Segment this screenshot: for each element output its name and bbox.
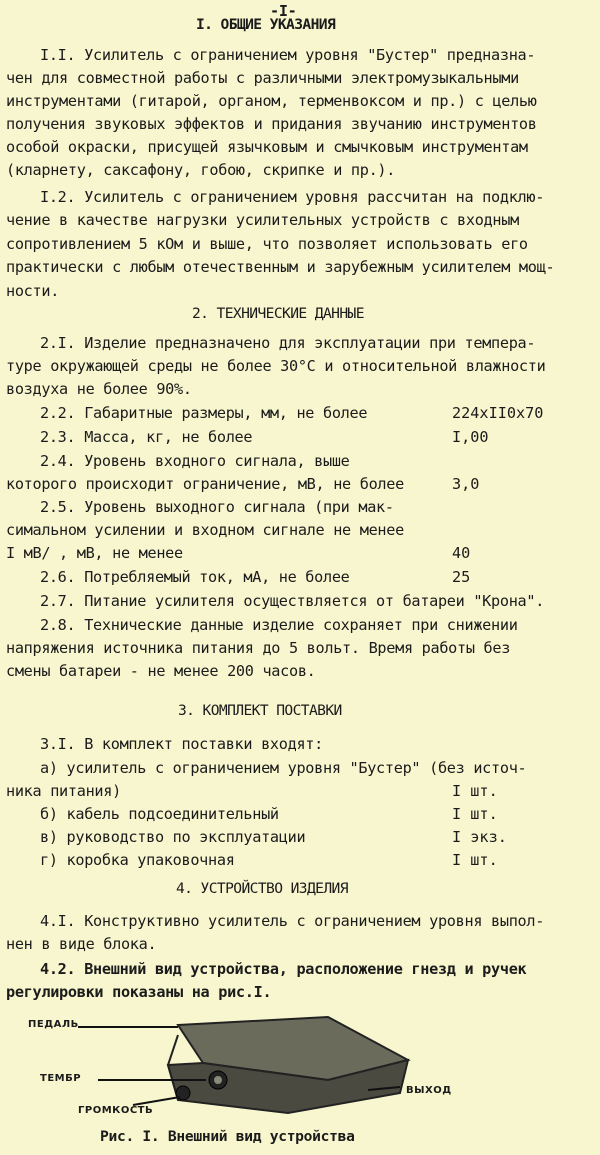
kit-qty: I экз.: [452, 828, 507, 846]
kit-qty: I шт.: [452, 805, 498, 823]
spec-row: которого происходит ограничение, мВ, не более: [6, 475, 404, 493]
spec-row: I мВ/ , мВ, не менее: [6, 544, 183, 562]
spec-row: симальном усилении и входном сигнале не менее: [6, 521, 404, 539]
spec-row: 2.2. Габаритные размеры, мм, не более: [40, 404, 368, 422]
label-pedal: ПЕДАЛЬ: [28, 1019, 79, 1030]
spec-row: 2.5. Уровень выходного сигнала (при мак-: [40, 498, 394, 516]
para-2-8-line: напряжения источника питания до 5 вольт. Время работы без: [6, 639, 511, 657]
para-2-1-line: туре окружающей среды не более 30°С и относительной влажности: [6, 357, 546, 375]
spec-value: 40: [452, 544, 471, 562]
spec-row: 2.6. Потребляемый ток, мА, не более: [40, 568, 350, 586]
para-1-2-line: I.2. Усилитель с ограничением уровня рассчитан на подклю-: [40, 188, 545, 206]
para-1-1-line: получения звуковых эффектов и придания звучанию инструментов: [6, 115, 537, 133]
para-1-2-line: чение в качестве нагрузки усилительных устройств с входным: [6, 211, 519, 229]
kit-item-a-cont: ника питания): [6, 782, 121, 800]
page-number: -I-: [270, 2, 297, 20]
para-1-1-line: инструментами (гитарой, органом, терменвоксом и пр.) с целью: [6, 92, 537, 110]
para-4-1-line: нен в виде блока.: [6, 935, 157, 953]
para-1-1-line: I.I. Усилитель с ограничением уровня "Бустер" предназна-: [40, 46, 536, 64]
spec-value: 3,0: [452, 475, 480, 493]
figure-caption: Рис. I. Внешний вид устройства: [100, 1128, 355, 1145]
section-1-title: I. ОБЩИЕ УКАЗАНИЯ: [196, 16, 336, 33]
para-3-1: 3.I. В комплект поставки входят:: [40, 735, 323, 753]
spec-value: 25: [452, 568, 471, 586]
kit-qty: I шт.: [452, 851, 498, 869]
label-output: ВЫХОД: [406, 1085, 452, 1096]
spec-row: 2.3. Масса, кг, не более: [40, 428, 253, 446]
spec-value: I,00: [452, 428, 489, 446]
device-figure: [28, 1005, 488, 1125]
para-1-1-line: чен для совместной работы с различными электромузыкальными: [6, 69, 519, 87]
para-4-2-line: регулировки показаны на рис.I.: [6, 983, 272, 1001]
para-2-8-line: смены батареи - не менее 200 часов.: [6, 662, 316, 680]
para-2-1-line: 2.I. Изделие предназначено для эксплуатации при темпера-: [40, 334, 536, 352]
para-1-2-line: практически с любым отечественным и зарубежным усилителем мощ-: [6, 258, 555, 276]
para-2-7: 2.7. Питание усилителя осуществляется от батареи "Крона".: [40, 592, 545, 610]
para-1-2-line: ности.: [6, 282, 60, 300]
para-1-1-line: (кларнету, саксафону, гобою, скрипке и пр.).: [6, 161, 396, 179]
para-4-1-line: 4.I. Конструктивно усилитель с ограничением уровня выпол-: [40, 912, 545, 930]
section-4-title: 4. УСТРОЙСТВО ИЗДЕЛИЯ: [176, 880, 348, 897]
para-1-1-line: особой окраски, присущей язычковым и смычковым инструментам: [6, 138, 528, 156]
kit-item: г) коробка упаковочная: [40, 851, 235, 869]
para-2-1-line: воздуха не более 90%.: [6, 380, 192, 398]
spec-row: 2.4. Уровень входного сигнала, выше: [40, 452, 350, 470]
para-1-2-line: сопротивлением 5 кОм и выше, что позволяет использовать его: [6, 235, 528, 253]
kit-item: б) кабель подсоединительный: [40, 805, 279, 823]
kit-item-a: а) усилитель с ограничением уровня "Бустер" (без источ-: [40, 759, 527, 777]
kit-item: в) руководство по эксплуатации: [40, 828, 306, 846]
spec-value: 224хII0х70: [452, 404, 544, 422]
label-timbre: ТЕМБР: [40, 1073, 82, 1084]
label-volume: ГРОМКОСТЬ: [78, 1105, 154, 1116]
section-3-title: 3. КОМПЛЕКТ ПОСТАВКИ: [178, 702, 342, 719]
para-2-8-line: 2.8. Технические данные изделие сохраняет при снижении: [40, 616, 518, 634]
kit-qty: I шт.: [452, 782, 498, 800]
section-2-title: 2. ТЕХНИЧЕСКИЕ ДАННЫЕ: [192, 305, 364, 322]
para-4-2-line: 4.2. Внешний вид устройства, расположение гнезд и ручек: [40, 960, 527, 978]
